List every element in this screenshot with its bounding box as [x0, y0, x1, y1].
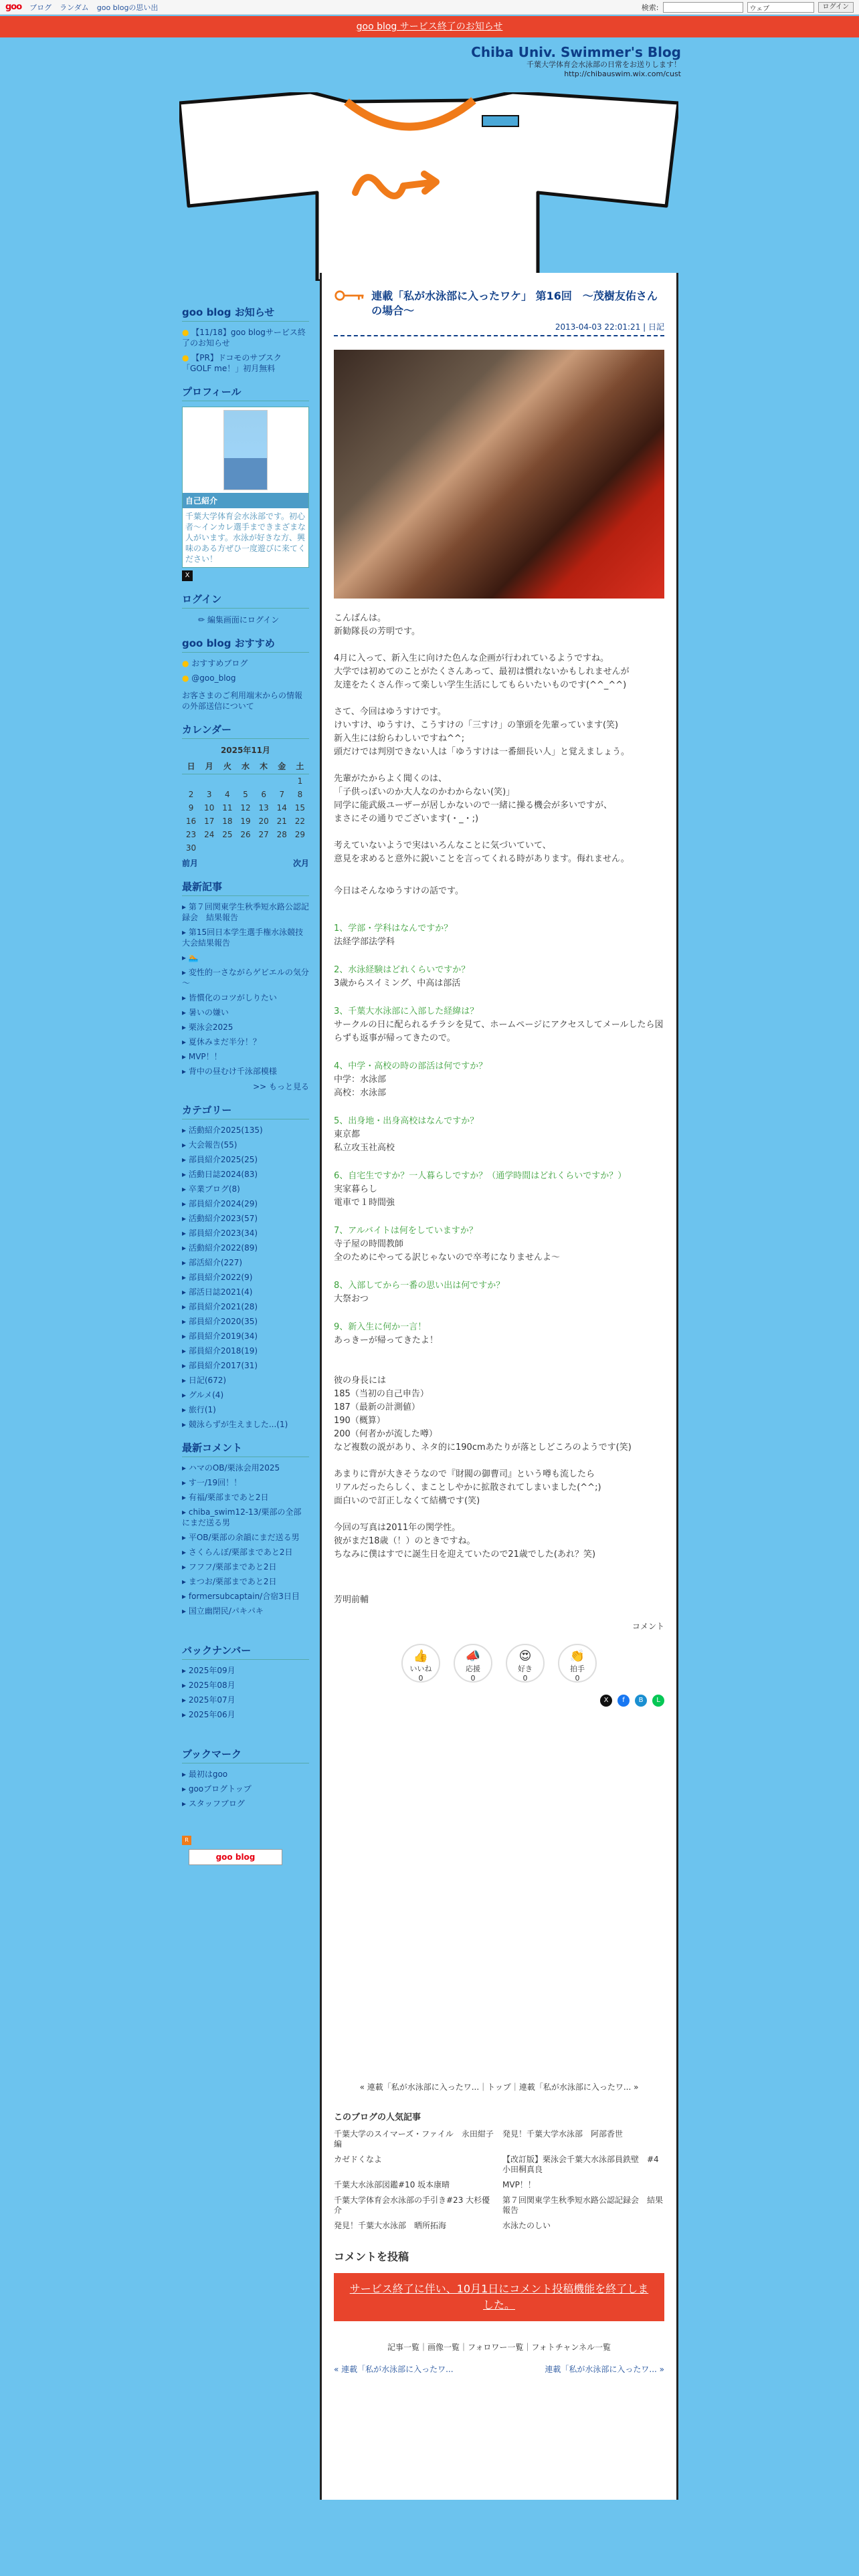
- recent-item[interactable]: ▸ 背中の昼むけ千泳部模様: [182, 1066, 309, 1077]
- entry-paragraph: 彼の身長には 185（当初の自己申告） 187（最新の計測値） 190（概算） 200（何者かが流した噂） など複数の説があり、ネタ的に190cmあたりが落としどころのようです(笑): [334, 1376, 632, 1453]
- comment-item[interactable]: ▸ す一/19回！！: [182, 1477, 309, 1488]
- qa-question: 6、自宅生ですか？一人暮らしですか？（通学時間はどれくらいですか？）: [334, 1171, 627, 1181]
- calendar-nav: [182, 857, 309, 869]
- recommend-title: goo blog おすすめ: [182, 636, 309, 653]
- entry-pager[interactable]: « 連載「私が水泳部に入ったワ...｜トップ｜連載「私が水泳部に入ったワ... »: [359, 2082, 639, 2092]
- blog-title[interactable]: Chiba Univ. Swimmer's Blog: [471, 44, 681, 60]
- backnumber-item[interactable]: ▸ 2025年08月: [182, 1680, 309, 1691]
- category-item[interactable]: ▸ 部員紹介2024(29): [182, 1198, 309, 1209]
- qa-question: 2、水泳経験はどれくらいですか？: [334, 965, 470, 975]
- category-item[interactable]: ▸ 競泳らずが生えました...(1): [182, 1419, 309, 1430]
- login-link[interactable]: ログイン: [818, 2, 854, 13]
- entry-meta: 2013-04-03 22:01:21 | 日記: [334, 321, 664, 336]
- qa-answer: 大祭おつ: [334, 1294, 369, 1304]
- qa-answer: 中学：水泳部 高校：水泳部: [334, 1075, 387, 1098]
- clap-icon: 👏: [569, 1649, 585, 1663]
- recommend-item[interactable]: ● @goo_blog: [182, 673, 309, 683]
- recent-list: [182, 901, 309, 1077]
- comments-title: 最新コメント: [182, 1440, 309, 1457]
- qa-answer: 法経学部法学科: [334, 937, 395, 947]
- entry-paragraph: こんばんは。 新勧隊長の芳明です。: [334, 613, 420, 637]
- popular-item[interactable]: 千葉大水泳部図鑑#10 坂本康晴: [334, 2180, 450, 2189]
- entry-body: [334, 612, 664, 1607]
- comment-item[interactable]: ▸ 有福/栗部まであと2日: [182, 1492, 309, 1503]
- blog-url: http://chibauswim.wix.com/cust: [564, 70, 681, 78]
- backnumber-list: [182, 1665, 309, 1720]
- calendar-title: カレンダー: [182, 722, 309, 739]
- backnumber-title: バックナンバー: [182, 1643, 309, 1660]
- news-item[interactable]: ● 【PR】ドコモのサブスク「GOLF me！」初月無料: [182, 352, 309, 374]
- popular-item[interactable]: 水泳たのしい: [502, 2221, 551, 2230]
- category-item[interactable]: ▸ 大会報告(55): [182, 1140, 309, 1150]
- category-item[interactable]: ▸ 部員紹介2025(25): [182, 1154, 309, 1165]
- share-buttons: [334, 1695, 664, 1707]
- x-follow-icon[interactable]: X: [182, 570, 193, 581]
- bottom-pager: [334, 2363, 664, 2375]
- search-label: 検索:: [641, 3, 659, 12]
- sidebar: [182, 294, 309, 1865]
- backnumber-item[interactable]: ▸ 2025年09月: [182, 1665, 309, 1676]
- news-item[interactable]: ● 【11/18】goo blogサービス終了のお知らせ: [182, 327, 309, 348]
- category-item[interactable]: ▸ 活動紹介2023(57): [182, 1213, 309, 1224]
- category-item[interactable]: ▸ 活動紹介2025(135): [182, 1125, 309, 1136]
- qa-question: 8、入部してから一番の思い出は何ですか？: [334, 1281, 505, 1291]
- category-item[interactable]: ▸ 部活紹介(227): [182, 1257, 309, 1268]
- recent-item[interactable]: ▸ 🏊: [182, 952, 309, 963]
- entry-header: [334, 289, 664, 318]
- calendar-prev[interactable]: 前月: [182, 859, 199, 868]
- recommend-item[interactable]: ● おすすめブログ: [182, 658, 309, 669]
- qa-answer: サークルの日に配られるチラシを見て、ホームページにアクセスしてメールしたら図らずも返事が帰ってきたので。: [334, 1020, 664, 1043]
- recent-item[interactable]: ▸ 第７回関東学生秋季短水路公認記録会 結果報告: [182, 901, 309, 923]
- blog-header: [471, 44, 681, 79]
- popular-item[interactable]: 千葉大学体育会水泳部の手引き#23 大杉優介: [334, 2195, 490, 2215]
- category-item[interactable]: ▸ 部員紹介2023(34): [182, 1228, 309, 1239]
- backnumber-item[interactable]: ▸ 2025年07月: [182, 1695, 309, 1705]
- category-item[interactable]: ▸ 活動紹介2022(89): [182, 1243, 309, 1253]
- search-input[interactable]: [663, 2, 743, 13]
- calendar-month: 2025年11月: [220, 746, 271, 755]
- qa-question: 7、アルバイトは何をしていますか？: [334, 1226, 478, 1236]
- facebook-share-icon[interactable]: f: [617, 1695, 630, 1707]
- comment-link[interactable]: コメント: [632, 1622, 664, 1631]
- post-comment-title: コメントを投稿: [334, 2250, 409, 2263]
- popular-item[interactable]: 【改訂版】栗泳会千葉大水泳部員鉄壁 #4 小田桐真良: [502, 2155, 659, 2174]
- topbar-link-memory[interactable]: goo blogの思い出: [96, 3, 159, 12]
- blog-subtitle: 千葉大学体育会水泳部の日常をお送りします！: [527, 60, 681, 69]
- profile-box: [182, 407, 309, 568]
- heart-eyes-icon: 😍: [518, 1649, 532, 1663]
- category-item[interactable]: ▸ 部員紹介2021(28): [182, 1301, 309, 1312]
- bookmark-list: [182, 1769, 309, 1809]
- comment-item[interactable]: ▸ formersubcaptain/合宿3日目: [182, 1591, 309, 1602]
- hatena-share-icon[interactable]: B: [635, 1695, 647, 1707]
- bookmark-item[interactable]: ▸ gooブログトップ: [182, 1784, 309, 1794]
- key-icon: [334, 289, 366, 302]
- line-share-icon[interactable]: L: [652, 1695, 664, 1707]
- recent-item[interactable]: ▸ 栗泳会2025: [182, 1022, 309, 1033]
- popular-item[interactable]: 発見！千葉大学水泳部 阿部香世: [502, 2129, 624, 2139]
- entry-paragraph: 考えていないようで実はいろんなことに気づいていて、 意見を求めると意外に鋭いことを言ってくれる時があります。侮れません。: [334, 841, 630, 864]
- profile-image[interactable]: [223, 410, 268, 490]
- qa-question: 4、中学・高校の時の部活は何ですか？: [334, 1061, 488, 1071]
- comments-list: [182, 1463, 309, 1616]
- popular-item[interactable]: 第７回関東学生秋季短水路公認記録会 結果報告: [502, 2195, 664, 2215]
- x-share-icon[interactable]: X: [600, 1695, 612, 1707]
- entry-paragraph: さて、今回はゆうすけです。 けいすけ、ゆうすけ、こうすけの「三すけ」の筆頭を先輩っています(笑) 新入生には紛らわしいですね^^; 頭だけでは判別できない人は「ゆうすけは一番細長い人」と覚えましょう。: [334, 707, 630, 757]
- rss-icon[interactable]: R: [182, 1836, 191, 1845]
- category-list: [182, 1125, 309, 1430]
- reaction-love[interactable]: 😍 好き 0: [506, 1644, 545, 1683]
- qa-question: 3、千葉大水泳部に入部した経緯は？: [334, 1006, 479, 1016]
- entry-photo[interactable]: [334, 350, 664, 599]
- comment-item[interactable]: ▸ 平OB/栗部の余韻にまだ送る男: [182, 1532, 309, 1543]
- goo-logo[interactable]: goo: [5, 2, 22, 12]
- recommend-list: [182, 658, 309, 683]
- popular-item[interactable]: 千葉大学のスイマーズ・ファイル 永田紺子編: [334, 2129, 494, 2149]
- category-item[interactable]: ▸ 部員紹介2022(9): [182, 1272, 309, 1283]
- entry-paragraph: あまりに背が大きそうなので『財閥の御曹司』という噂も流したら リアルだったらしく、まことしやかに拡散されてしまいました(^^;) 面白いので訂正しなくて結構です(笑): [334, 1469, 601, 1506]
- tshirt-illustration: [179, 92, 678, 281]
- topbar-right: [642, 2, 854, 13]
- next-entry-link[interactable]: 連載「私が水泳部に入ったワ... »: [545, 2365, 664, 2374]
- bookmark-title: ブックマーク: [182, 1747, 309, 1763]
- recent-item[interactable]: ▸ 夏休みまだ半分！？: [182, 1037, 309, 1047]
- reaction-cheer[interactable]: 📣 応援 0: [454, 1644, 492, 1683]
- qa-answer: 東京都 私立攻玉社高校: [334, 1130, 395, 1153]
- bottom-nav[interactable]: 記事一覧｜画像一覧｜フォロワー一覧｜フォトチャンネル一覧: [387, 2343, 611, 2352]
- reaction-buttons: [334, 1644, 664, 1683]
- category-item[interactable]: ▸ 部員紹介2020(35): [182, 1316, 309, 1327]
- comment-item[interactable]: ▸ chiba_swim12-13/栗部の全部にまだ送る男: [182, 1507, 309, 1528]
- reaction-clap[interactable]: 👏 拍手 0: [558, 1644, 597, 1683]
- category-title: カテゴリー: [182, 1103, 309, 1119]
- recent-item[interactable]: ▸ 皆慣化のコツがしりたい: [182, 992, 309, 1003]
- popular-title: このブログの人気記事: [334, 2113, 421, 2123]
- qa-answer: 寺子屋の時間教師 全のためにやってる訳じゃないので卒考になりませんよ～: [334, 1239, 561, 1263]
- entry-paragraph: 4月に入って、新入生に向けた色んな企画が行われているようですね。 大学では初めてのことがたくさんあって、最初は慣れないかもしれませんが 友達をたくさん作って楽しい学生生活にしてもらいたいものです(^^_^^): [334, 653, 630, 690]
- entry-paragraph: 今日はそんなゆうすけの話です。: [334, 886, 464, 896]
- comment-item[interactable]: ▸ フフフ/栗部まであと2日: [182, 1562, 309, 1572]
- popular-grid: [334, 2129, 664, 2231]
- recent-item[interactable]: ▸ 第15回日本学生選手権水泳競技大会結果報告: [182, 927, 309, 948]
- megaphone-icon: 📣: [465, 1649, 481, 1663]
- category-item[interactable]: ▸ 部員紹介2017(31): [182, 1360, 309, 1371]
- search-scope-select[interactable]: ウェブ: [747, 2, 814, 13]
- reaction-like[interactable]: 👍 いいね 0: [401, 1644, 440, 1683]
- entry-title[interactable]: 連載「私が水泳部に入ったワケ」 第16回 ～茂樹友佑さんの場合～: [371, 290, 658, 317]
- category-item[interactable]: ▸ 部員紹介2019(34): [182, 1331, 309, 1341]
- recent-more-link[interactable]: >> もっと見る: [253, 1082, 309, 1091]
- comment-item[interactable]: ▸ まつお/栗部まであと2日: [182, 1576, 309, 1587]
- backnumber-item[interactable]: ▸ 2025年06月: [182, 1709, 309, 1720]
- popular-item[interactable]: 発見！千葉大水泳部 晒所拓海: [334, 2221, 447, 2230]
- popular-item[interactable]: MVP！！: [502, 2180, 536, 2189]
- popular-item[interactable]: カゼドくなよ: [334, 2155, 383, 2164]
- bookmark-item[interactable]: ▸ 最初はgoo: [182, 1769, 309, 1780]
- pencil-icon: ✏: [198, 615, 207, 625]
- calendar-table: 日 月 火 水 木 金 土 1 2 3 4 5 6 7 8 9 10 11 12 13 14 15 16 17 18 19 20 21 22 23 24 25 26 27 28 29 30: [182, 758, 309, 855]
- top-bar: [0, 0, 859, 15]
- goo-blog-badge[interactable]: goo blog: [189, 1849, 282, 1865]
- profile-title: プロフィール: [182, 385, 309, 401]
- prev-entry-link[interactable]: « 連載「私が水泳部に入ったワ...: [334, 2365, 454, 2374]
- qa-question: 5、出身地・出身高校はなんですか？: [334, 1116, 479, 1126]
- bookmark-item[interactable]: ▸ スタッフブログ: [182, 1798, 309, 1809]
- qa-question: 9、新入生に何か一言！: [334, 1322, 427, 1332]
- category-item[interactable]: ▸ 旅行(1): [182, 1404, 309, 1415]
- qa-question: 1、学部・学科はなんですか？: [334, 924, 453, 934]
- news-title: goo blog お知らせ: [182, 305, 309, 322]
- post-comment-notice[interactable]: サービス終了に伴い、10月1日にコメント投稿機能を終了しました。: [334, 2273, 664, 2321]
- thumbs-up-icon: 👍: [413, 1649, 429, 1663]
- popular-posts: [334, 2110, 664, 2231]
- recommend-note[interactable]: お客さまのご利用端末からの情報の外部送信について: [182, 691, 303, 711]
- login-edit-link[interactable]: ✏ 編集画面にログイン: [198, 615, 280, 625]
- recent-item[interactable]: ▸ 変性的一さながらゲビエルの気分～: [182, 967, 309, 988]
- comment-item[interactable]: ▸ ハマのOB/栗泳会用2025: [182, 1463, 309, 1473]
- self-intro-title: 自己紹介: [183, 493, 308, 508]
- comment-item[interactable]: ▸ 国立幽閉民/パキパキ: [182, 1606, 309, 1616]
- login-title: ログイン: [182, 592, 309, 609]
- calendar-next[interactable]: 次月: [292, 859, 309, 868]
- self-intro-text: 千葉大学体育会水泳部です。初心者～インカレ選手まできまざまな人がいます。水泳が好きな方、興味のある方ぜひ一度遊びに来てください！: [185, 512, 306, 564]
- recent-item[interactable]: ▸ MVP！！: [182, 1051, 309, 1062]
- category-item[interactable]: ▸ 部活日誌2021(4): [182, 1287, 309, 1297]
- recent-title: 最新記事: [182, 879, 309, 896]
- news-list: [182, 327, 309, 374]
- topbar-link-blog[interactable]: ブログ: [29, 3, 52, 12]
- category-item[interactable]: ▸ 日記(672): [182, 1375, 309, 1386]
- topbar-link-random[interactable]: ランダム: [60, 3, 89, 12]
- entry-paragraph: 今回の写真は2011年の関学性。 彼がまだ18歳（！）のときですね。 ちなみに僕はすでに誕生日を迎えていたので21歳でした(あれ？笑): [334, 1523, 596, 1560]
- entry-signature: 芳明前輔: [334, 1595, 369, 1605]
- category-item[interactable]: ▸ 活動日誌2024(83): [182, 1169, 309, 1180]
- category-item[interactable]: ▸ グルメ(4): [182, 1390, 309, 1400]
- category-item[interactable]: ▸ 卒業ブログ(8): [182, 1184, 309, 1194]
- qa-answer: 3歳からスイミング、中高は部活: [334, 978, 461, 988]
- service-end-notice[interactable]: goo blog サービス終了のお知らせ: [0, 16, 859, 37]
- qa-answer: あっきーが帰ってきたよ！: [334, 1335, 438, 1346]
- category-item[interactable]: ▸ 部員紹介2018(19): [182, 1346, 309, 1356]
- recent-item[interactable]: ▸ 暑いの嫌い: [182, 1007, 309, 1018]
- entry-column: [320, 273, 678, 2500]
- qa-answer: 実家暮らし 電車で１時間強: [334, 1184, 395, 1208]
- comment-item[interactable]: ▸ さくらんぼ/栗部まであと2日: [182, 1547, 309, 1558]
- entry-paragraph: 先輩がたからよく聞くのは、 「子供っぽいのか大人なのかわからない(笑)」 同学に能武級ユーザーが居しかないので一緒に操る機会が多いですが、 まさにその通りでございます(・_・;): [334, 774, 613, 824]
